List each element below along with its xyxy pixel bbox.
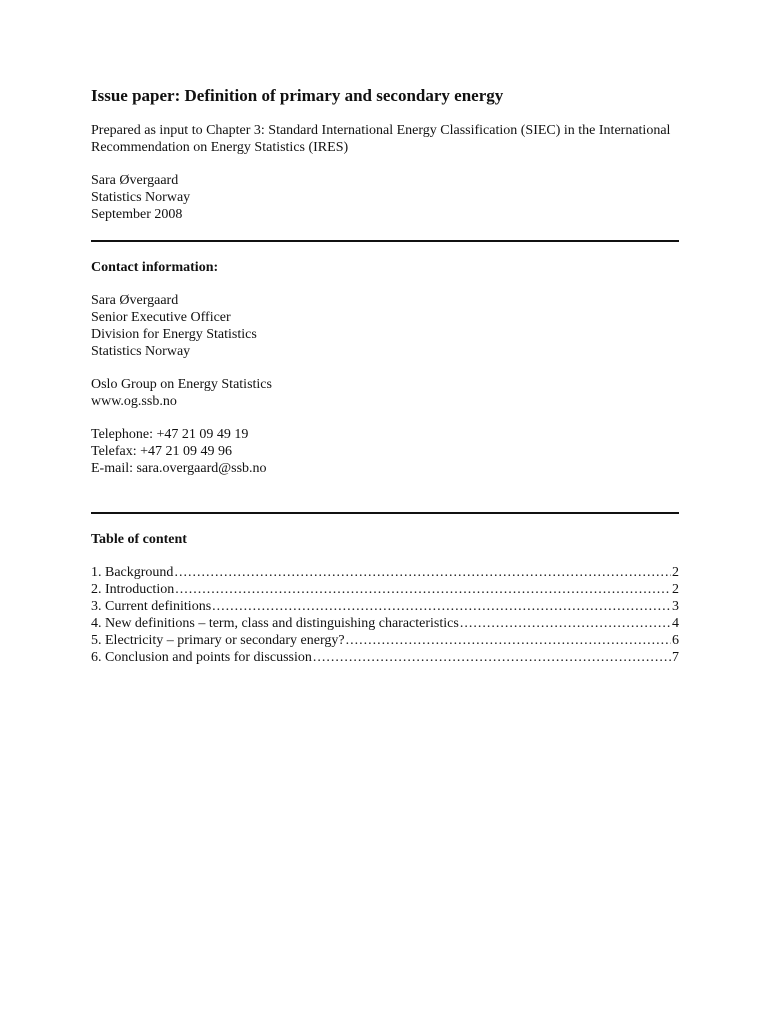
toc-entry-page: 2: [672, 582, 679, 597]
contact-telefax: Telefax: +47 21 09 49 96: [91, 444, 233, 459]
contact-name: Sara Øvergaard: [91, 293, 179, 308]
contact-email-link[interactable]: E-mail: sara.overgaard@ssb.no: [91, 461, 267, 476]
toc-entry-label: 4. New definitions – term, class and distinguishing characteristics: [91, 616, 459, 631]
toc-entry-label: 3. Current definitions: [91, 599, 212, 614]
toc-entry-page: 4: [672, 616, 679, 631]
toc-entry-page: 3: [672, 599, 679, 614]
toc-dot-leader: [313, 649, 671, 666]
contact-position: Senior Executive Officer: [91, 310, 231, 325]
toc-entry-background[interactable]: [91, 564, 679, 581]
prepared-for-text: Prepared as input to Chapter 3: Standard International Energy Classification (SIEC) in the International Recommendation on Energy Statistics (IRES): [91, 123, 671, 155]
toc-dot-leader: [212, 598, 671, 615]
toc-dot-leader: [346, 632, 671, 649]
horizontal-divider: [91, 240, 679, 242]
author-organisation: Statistics Norway: [91, 190, 191, 205]
table-of-contents: [91, 564, 679, 666]
horizontal-divider: [91, 512, 679, 514]
toc-entry-label: 5. Electricity – primary or secondary energy?: [91, 633, 345, 648]
spacer: [91, 410, 272, 426]
toc-entry-page: 2: [672, 565, 679, 580]
author-name: Sara Øvergaard: [91, 173, 179, 188]
contact-block: [91, 292, 272, 477]
toc-entry-label: 1. Background: [91, 565, 174, 580]
contact-telephone: Telephone: +47 21 09 49 19: [91, 427, 249, 442]
toc-entry-label: 6. Conclusion and points for discussion: [91, 650, 312, 665]
toc-dot-leader: [175, 581, 671, 598]
toc-heading: Table of content: [91, 532, 187, 547]
contact-website-link[interactable]: www.og.ssb.no: [91, 394, 177, 409]
document-title: Issue paper: Definition of primary and secondary energy: [91, 86, 504, 105]
author-block: [91, 172, 190, 223]
toc-entry-new-definitions[interactable]: [91, 615, 679, 632]
document-date: September 2008: [91, 207, 183, 222]
toc-entry-current-definitions[interactable]: [91, 598, 679, 615]
toc-entry-introduction[interactable]: [91, 581, 679, 598]
toc-entry-conclusion[interactable]: [91, 649, 679, 666]
toc-entry-electricity[interactable]: [91, 632, 679, 649]
contact-division: Division for Energy Statistics: [91, 327, 257, 342]
toc-entry-label: 2. Introduction: [91, 582, 175, 597]
contact-heading: Contact information:: [91, 260, 219, 275]
toc-entry-page: 7: [672, 650, 679, 665]
contact-group: Oslo Group on Energy Statistics: [91, 377, 272, 392]
toc-entry-page: 6: [672, 633, 679, 648]
spacer: [91, 360, 272, 376]
contact-organisation: Statistics Norway: [91, 344, 191, 359]
toc-dot-leader: [174, 564, 671, 581]
toc-dot-leader: [460, 615, 671, 632]
